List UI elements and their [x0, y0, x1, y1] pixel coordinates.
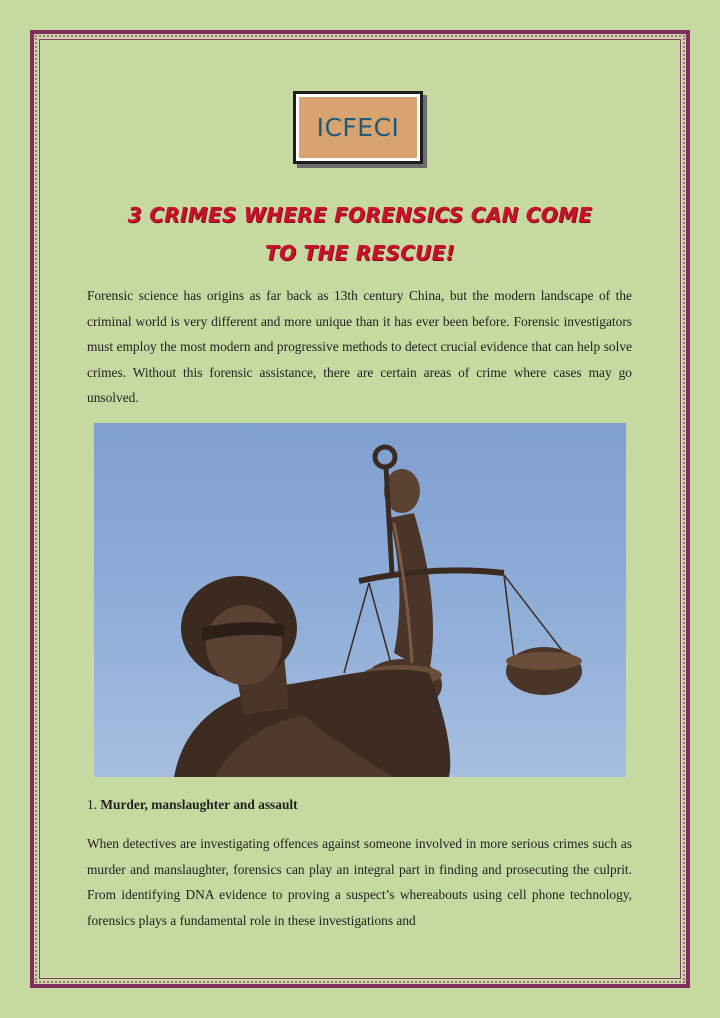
section-1-body: When detectives are investigating offences against someone involved in more serious crimes such as murder and manslaughter, forensics can play an integral part in finding and prosecuting the culprit. From identifying DNA evidence to proving a suspect’s whereabouts using cell phone technology, forensics plays a fundamental role in these investigations and	[87, 836, 632, 928]
title-line-1: 3 CRIMES WHERE FORENSICS CAN COME	[127, 203, 593, 227]
section-1-title: Murder, manslaughter and assault	[100, 797, 298, 812]
intro-paragraph: Forensic science has origins as far back as 13th century China, but the modern landscape of the criminal world is very different and more unique than it has ever been before. Forensic investigators must employ the most modern and progressive methods to detect crucial evidence that can help solve crimes. Without this forensic assistance, there are certain areas of crime where cases may go unsolved.	[87, 288, 632, 405]
logo-frame	[293, 91, 423, 164]
lady-justice-photo	[94, 423, 626, 777]
title-line-2: TO THE RESCUE!	[265, 241, 455, 265]
statue-illustration	[94, 423, 626, 777]
logo: ICFECI	[299, 97, 417, 158]
page-title	[80, 196, 640, 272]
section-1-heading	[87, 797, 298, 813]
section-1-number: 1.	[87, 797, 98, 812]
